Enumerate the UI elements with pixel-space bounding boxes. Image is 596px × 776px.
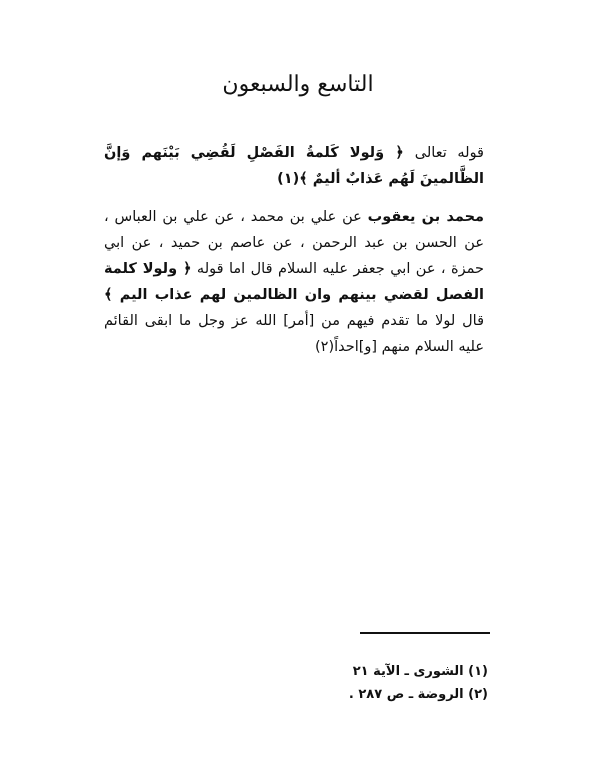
narration-chain: عن علي بن محمد ، عن علي بن العباس ، عن الحسن بن عبد الرحمن ، عن عاصم بن حميد ، عن ابي حمزة ، عن ابي جعفر عليه السلام قال اما قوله (104, 209, 484, 277)
footnote-separator (360, 632, 490, 634)
narration-verse-quote: ﴿ ولولا كلمة الفصل لقضي بينهم وان الظالمين لهم عذاب اليم ﴾ (104, 261, 484, 303)
narrator-name: محمد بن يعقوب (367, 209, 485, 225)
verse-paragraph (104, 140, 484, 192)
narration-paragraph (104, 204, 484, 360)
verse-quote: ﴿ وَلولا كَلمةُ الفَصْلِ لَقُضِي بَيْنَهم وَإنَّ الظَّالمينَ لَهُم عَذابٌ أليمٌ ﴾(١) (104, 145, 484, 187)
narration-text: قال لولا ما تقدم فيهم من [أمر] الله عز وجل ما ابقى القائم عليه السلام منهم [و]احداً(٢) (104, 313, 484, 355)
footnote-2: (٢) الروضة ـ ص ٢٨٧ . (348, 687, 488, 702)
verse-lead: قوله تعالى (414, 145, 484, 161)
footnote-1: (١) الشورى ـ الآية ٢١ (352, 664, 488, 679)
footnotes (349, 660, 488, 706)
chapter-heading: التاسع والسبعون (222, 72, 374, 97)
